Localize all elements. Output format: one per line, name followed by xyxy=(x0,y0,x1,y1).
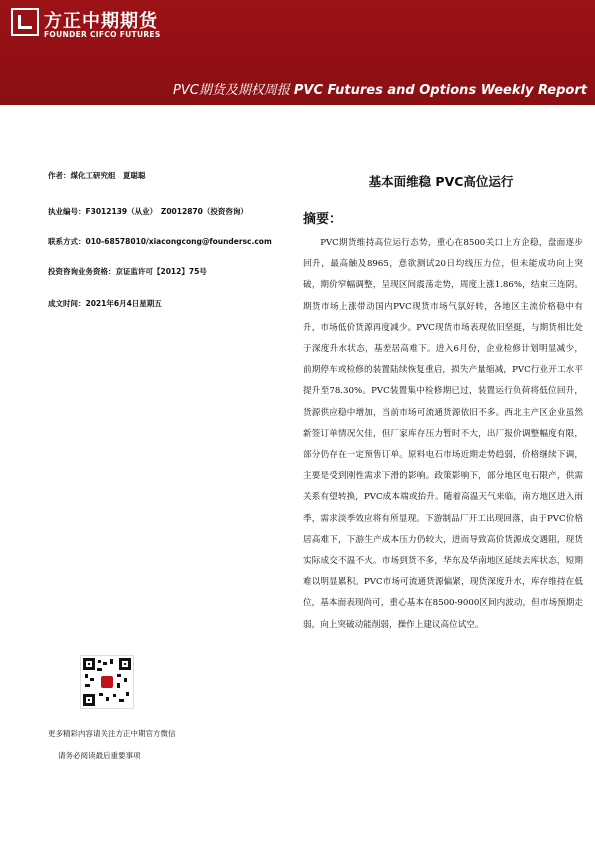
header-divider xyxy=(0,103,595,105)
license-value: F3012139（从业） Z0012870（投资咨询） xyxy=(85,207,248,216)
reading-disclaimer: 请务必阅读最后重要事项 xyxy=(58,751,141,760)
company-logo-icon xyxy=(11,8,39,36)
contact-label: 联系方式： xyxy=(48,237,86,246)
date-line xyxy=(48,298,162,309)
abstract-body: PVC期货维持高位运行态势，重心在8500关口上方企稳，盘面逐步回升，最高触及8965，意欲测试20日均线压力位，但未能成功向上突破，期价窄幅调整，呈现区间震荡走势，周度上涨1.86%，结束三连阴。期货市场上涨带动国内PVC现货市场气氛好转，各地区主流价格稳中有升，市场低价货源再度减少。PVC现货市场表现依旧坚挺，与期货相比处于深度升水状态，基差居高难下。进入6月份，企业检修计划明显减少，前期停车或检修的装置陆续恢复重启，损失产量缩减，PVC行业开工水平提升至78.30%。PVC装置集中检修期已过，装置运行负荷将低位回升，货源供应稳中增加，当前市场可流通货源依旧不多。西北主产区企业虽然新签订单情况欠佳，但厂家库存压力暂时不大，出厂报价调整幅度有限，部分仍存在一定预售订单。原料电石市场近期走势趋弱，价格继续下调，主要是受到刚性需求下滑的影响。政策影响下，部分地区电石限产，供需关系有望转换，PVC成本端或抬升。随着高温天气来临，南方地区进入雨季，需求淡季效应将有所显现。下游制品厂开工出现回落，由于PVC价格居高难下，下游生产成本压力仍较大，进而导致高价货源成交遇阻，现货实际成交不温不火。市场到货不多，华东及华南地区延续去库状态，短期难以明显累积。PVC市场可流通货源偏紧，现货深度升水，库存维持在低位，基本面表现尚可，重心基本在8500-9000区间内波动，但市场预期走弱，向上突破动能削弱，操作上建议高位试空。 xyxy=(303,238,583,630)
report-title-cn: PVC期货及期权周报 xyxy=(173,83,290,98)
qr-caption: 更多精彩内容请关注方正中期官方微信 xyxy=(48,729,176,738)
qr-finder-top-right xyxy=(119,658,131,670)
header-banner xyxy=(0,0,595,103)
company-name-en: FOUNDER CIFCO FUTURES xyxy=(44,30,161,39)
contact-line xyxy=(48,236,272,247)
report-title xyxy=(173,79,587,98)
date-label: 成文时间： xyxy=(48,299,86,308)
brand-mark-icon xyxy=(101,676,113,688)
date-value: 2021年6月4日星期五 xyxy=(85,299,162,308)
contact-value[interactable]: 010-68578010/xiacongcong@foundersc.com xyxy=(85,237,272,246)
abstract-heading: 摘要： xyxy=(303,212,343,227)
qualification-line xyxy=(48,266,207,277)
report-title-en: PVC Futures and Options Weekly Report xyxy=(293,83,587,98)
author-line xyxy=(48,170,146,181)
qr-finder-bottom-left xyxy=(83,694,95,706)
qualification-label: 投资咨询业务资格： xyxy=(48,267,116,276)
author-value: 煤化工研究组 夏聪聪 xyxy=(70,171,146,180)
qr-code-icon xyxy=(80,655,134,709)
author-label: 作者： xyxy=(48,171,71,180)
license-label: 执业编号： xyxy=(48,207,86,216)
qr-finder-top-left xyxy=(83,658,95,670)
article-title: 基本面维稳 PVC高位运行 xyxy=(368,174,514,189)
license-line xyxy=(48,206,248,217)
qualification-value: 京证监许可【2012】75号 xyxy=(115,267,207,276)
company-name-cn: 方正中期期货 xyxy=(44,11,158,32)
